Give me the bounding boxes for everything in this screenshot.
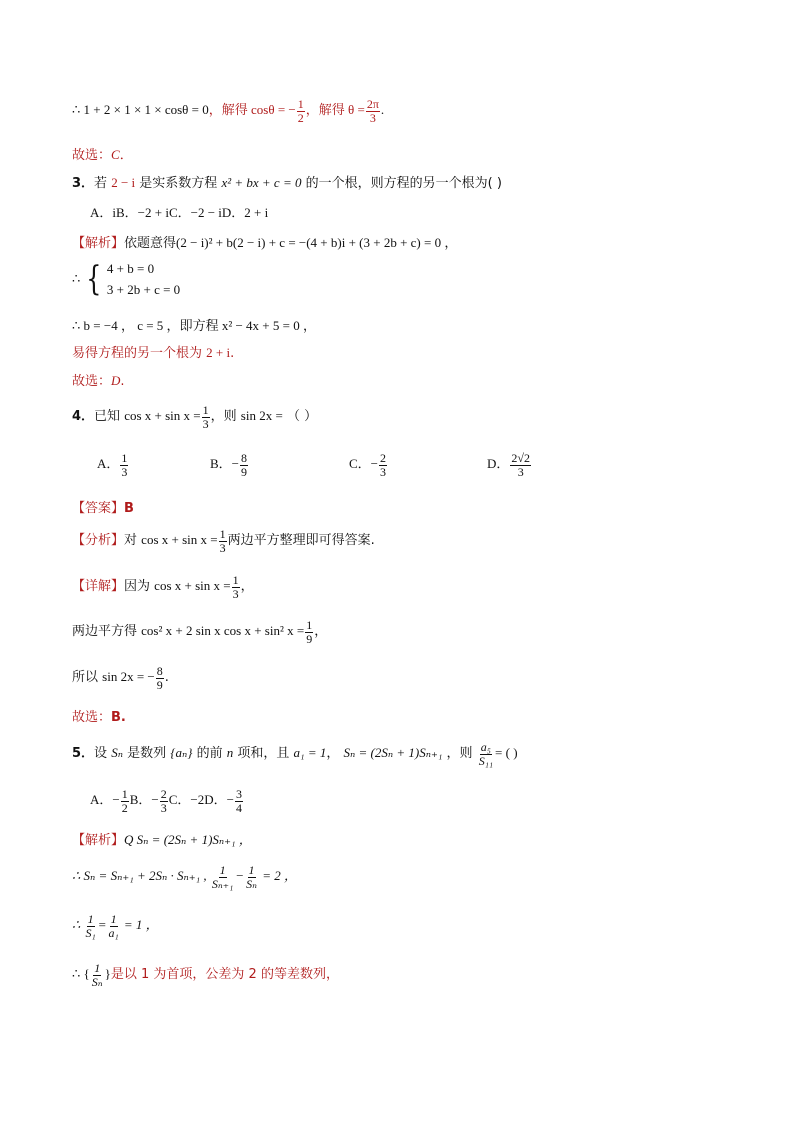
q5-option-a[interactable]: A．− $\frac{1}{2}$ — [90, 787, 128, 815]
q3-system — [72, 258, 180, 300]
q5-asked-fraction: $\frac{\text{a₅}}{\text{S₁₁}}$ — [478, 740, 494, 768]
q4-result-step: 所以 sin 2x = − $\frac{8}{9}$ . — [72, 664, 169, 692]
q3-system-row-2: 3 + 2b + c = 0 — [106, 282, 181, 297]
q5-step-4: ∴ { $\frac{1}{\text{Sₙ}}$ }是以 1 为首项，公差为 2 的等差数列， — [72, 961, 339, 989]
q5-option-d[interactable]: D．− $\frac{3}{4}$ — [204, 787, 242, 815]
therefore-symbol: ∴ — [72, 917, 81, 933]
therefore-symbol: ∴ — [72, 318, 81, 333]
q2-theta: θ = — [348, 102, 365, 118]
q3-answer-line: 故选：D. — [72, 373, 125, 389]
q3-conclusion: 易得方程的另一个根为 2 + i. — [72, 345, 235, 361]
q5-option-c[interactable]: C．−2 — [168, 792, 205, 808]
q5-stem: 5．设 Sₙ 是数列 {aₙ} 的前 n 项和，且 a₁ = 1， Sₙ = (2Sₙ + 1)Sₙ₊₁ ，则 $\frac{\text{a₅}}{\text{S₁₁}}$ = ( ) — [72, 740, 518, 768]
q4-answer: B. — [111, 710, 126, 725]
q4-option-c[interactable]: C．− $\frac{2}{3}$ — [349, 451, 387, 479]
q5-step-3: ∴ $\frac{1}{\text{S₁}}$ = $\frac{1}{\text{a₁}}$ = 1 ， — [72, 912, 159, 940]
q3-option-d[interactable]: D．2 + i — [221, 205, 269, 220]
q5-number: 5． — [72, 746, 95, 762]
therefore-symbol: ∴ — [72, 102, 81, 118]
q2-half-fraction: $\frac{1}{2}$ — [297, 97, 304, 125]
q2-cos-value: cosθ = − — [251, 102, 296, 118]
q4-answer-tag-line — [72, 497, 134, 516]
q3-option-b[interactable]: B．−2 + i — [116, 205, 169, 220]
q5-recurrence: Sₙ = (2Sₙ + 1)Sₙ₊₁ — [343, 745, 443, 761]
q3-system-row-1: 4 + b = 0 — [106, 261, 155, 276]
q2-working-line: ∴ 1 + 2 × 1 × 1 × cosθ = 0，解得 cosθ = − $\frac{1}{2}$ ，解得 θ = $\frac{2\pi}{3}$ . — [72, 97, 385, 125]
q2-answer: C — [111, 147, 120, 162]
q5-option-b[interactable]: B．− $\frac{2}{3}$ — [129, 787, 167, 815]
q2-solve-text-1: ，解得 — [208, 102, 248, 118]
q4-option-b[interactable]: B．− $\frac{8}{9}$ — [210, 451, 248, 479]
q4-result-expression: sin 2x = − — [102, 669, 155, 685]
left-brace: { — [86, 259, 102, 299]
q4-given-expression: cos x + sin x = — [124, 408, 201, 424]
therefore-symbol: ∴ — [72, 271, 81, 286]
q3-options — [90, 202, 268, 221]
q2-equation: 1 + 2 × 1 × 1 × cosθ = 0 — [83, 102, 209, 118]
q4-square-step: 两边平方得 cos² x + 2 sin x cos x + sin² x = $\frac{1}{9}$ ， — [72, 618, 328, 646]
q4-option-a[interactable]: A． $\frac{1}{3}$ — [97, 451, 128, 479]
q4-number: 4． — [72, 409, 95, 425]
answer-tag: 【答案】 — [72, 501, 125, 516]
q3-root: 2 − i — [111, 175, 136, 190]
q4-option-d[interactable]: D． $\frac{2√2}{3}$ — [487, 451, 530, 479]
q3-analysis: 【解析】依题意得(2 − i)² + b(2 − i) + c = −(4 + b)i + (3 + 2b + c) = 0 ， — [72, 235, 458, 251]
q4-answer-line: 故选：B. — [72, 710, 126, 725]
q3-stem: 3．若 2 − i 是实系数方程 x² + bx + c = 0 的一个根，则方程的另一个根为( ) — [72, 175, 502, 191]
q3-other-root: 2 + i — [206, 345, 231, 360]
q3-option-c[interactable]: C．−2 − i — [168, 205, 222, 220]
q2-solve-text-2: ，解得 — [305, 102, 345, 118]
q3-number: 3． — [72, 176, 95, 191]
q3-expanded-equation: (2 − i)² + b(2 − i) + c = −(4 + b)i + (3 + 2b + c) = 0 ， — [176, 235, 458, 250]
analysis-tag: 【解析】 — [72, 236, 125, 251]
q3-solve-line: ∴ b = −4 ， c = 5 ，即方程 x² − 4x + 5 = 0 ， — [72, 318, 316, 334]
q2-answer-line: 故选：C． — [72, 147, 133, 163]
q4-answer-value: B — [124, 501, 134, 516]
q4-detail: 【详解】因为 cos x + sin x = $\frac{1}{3}$ ， — [72, 573, 254, 601]
q5-step-2: ∴ Sₙ = Sₙ₊₁ + 2Sₙ · Sₙ₊₁ , $\frac{1}{\text{Sₙ₊₁}}$ − $\frac{1}{\text{Sₙ}}$ = 2 ， — [72, 863, 297, 891]
q5-sequence-conclusion: 是以 1 为首项，公差为 2 的等差数列， — [110, 967, 339, 983]
q3-equation-solved: x² − 4x + 5 = 0 ， — [221, 318, 316, 333]
analysis-tag: 【分析】 — [72, 533, 125, 549]
q4-asked-expression: sin 2x = — [240, 408, 283, 424]
q4-squared-expression: cos² x + 2 sin x cos x + sin² x = — [141, 623, 305, 639]
analysis-tag: 【解析】 — [72, 833, 125, 848]
q4-analysis: 【分析】对 cos x + sin x = $\frac{1}{3}$ 两边平方整理即可得答案. — [72, 527, 375, 555]
q3-equation: x² + bx + c = 0 — [221, 175, 302, 190]
q3-answer: D — [111, 373, 121, 388]
q5-options — [90, 788, 244, 814]
detail-tag: 【详解】 — [72, 579, 125, 595]
q4-stem: 4．已知 cos x + sin x = $\frac{1}{3}$ ，则 sin 2x = （ ） — [72, 403, 318, 431]
q4-given-fraction: $\frac{1}{3}$ — [202, 403, 209, 431]
therefore-symbol: ∴ — [72, 868, 81, 884]
q2-angle-fraction: $\frac{2\pi}{3}$ — [366, 97, 379, 125]
therefore-symbol: ∴ { — [72, 966, 90, 982]
q5-analysis: 【解析】Q Sₙ = (2Sₙ + 1)Sₙ₊₁ ， — [72, 832, 252, 848]
q3-option-a[interactable]: A．i — [90, 205, 117, 220]
